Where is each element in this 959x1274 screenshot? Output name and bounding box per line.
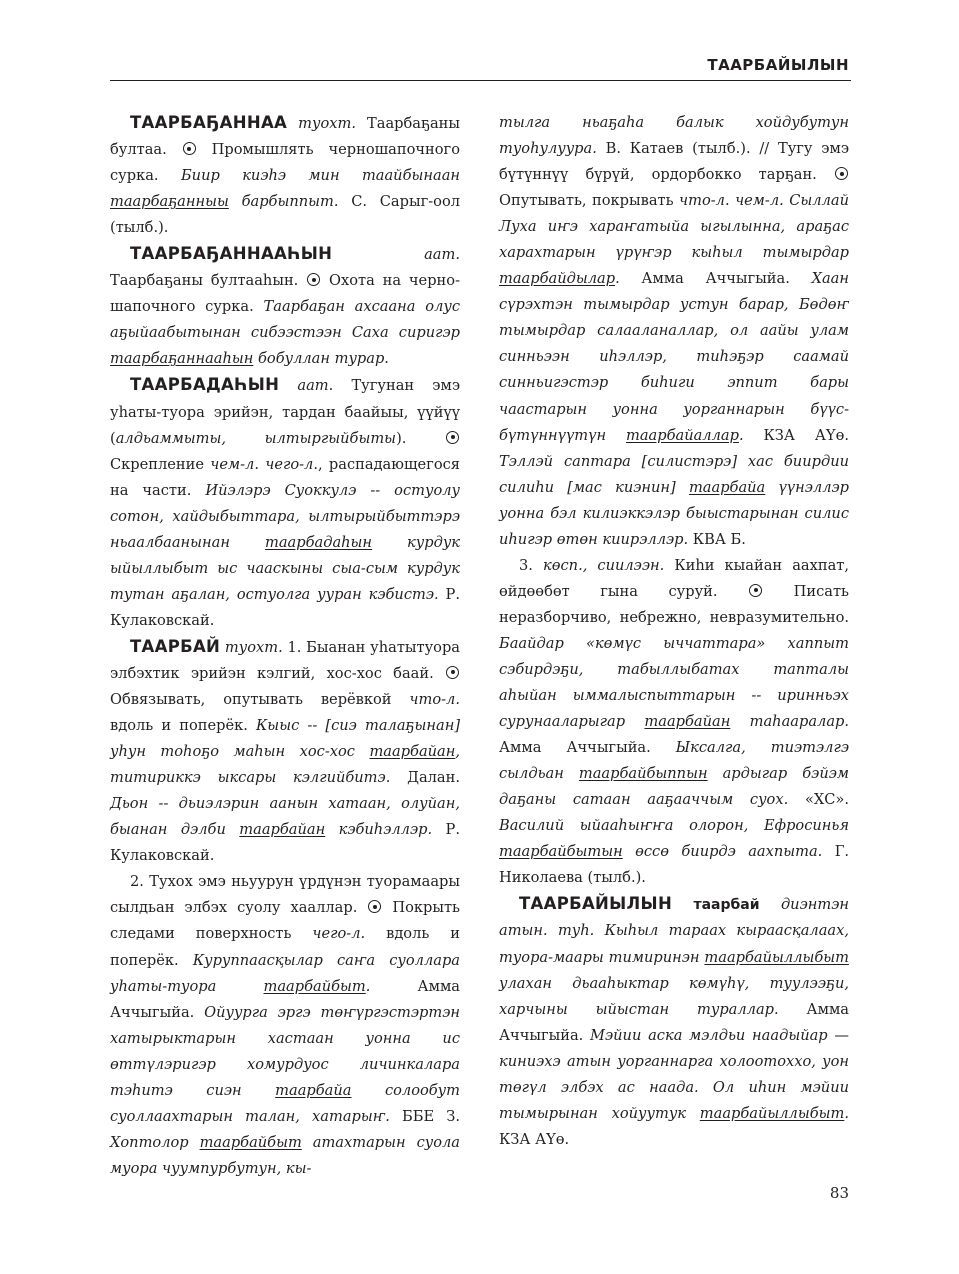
underlined-headword-usage: таарбайбытын: [499, 843, 623, 861]
circle-dot-icon: [835, 167, 848, 180]
source-citation: КВА Б.: [688, 530, 746, 548]
grammar-label: туохт.: [224, 638, 283, 656]
underlined-headword-usage: таарбайбыт: [263, 977, 366, 995]
source-citation: Амма Аччыгыйа.: [499, 739, 676, 757]
underlined-headword-usage: таарбайа: [688, 478, 766, 496]
page-number: 83: [829, 1184, 849, 1202]
example-text: тылга ньаҕаһа балык хойдубутун туоһулуура.: [499, 114, 849, 158]
source-citation: Амма Аччыгыйа.: [499, 1000, 849, 1044]
example-text: Кыһыл тараах кыраасқалаах, туора-маары тимиринэн: [499, 922, 849, 966]
source-citation: «ХС».: [788, 791, 849, 809]
circle-dot-icon: [183, 142, 196, 155]
right-column: [499, 110, 849, 1153]
headword: ТААРБАҔАННАА: [130, 113, 288, 132]
grammar-label: аат.: [424, 246, 460, 264]
example-text: Куруппаасқылар саҥа суоллара уһаты-туора: [110, 951, 460, 995]
circle-dot-icon: [749, 584, 762, 597]
underlined-headword-usage: таарбайа: [275, 1081, 352, 1099]
entry-taarbagannaahyn: ТААРБАҔАННААҺЫН аат. Таарбаҕаны бултааһын. Охота на черношапочного сурка. Таарбаҕан ахсаана олус аҕыйаабытынан сибээстээн Саха сиригэр таарбаҕаннааһын бобуллан турар.: [110, 244, 461, 368]
entry-taarbadahyn: ТААРБАДАҺЫН аат. Тугунан эмэ уһаты-туора эрийэн, тардан баайыы, үүйүү (алдьаммыты, ылтыргыйбыты). Скрепление чем-л. чего-л., распадающегося на части. Ийэлэрэ Суоккулэ -- остуолу сотон, хайдыбыттара, ылтырыйбыттэрэ ньаалбаанынан таарбадаһын курдук ыйыллыбыт ыс чааскыны сыа-сым курдук тутан аҕалан, остуолга ууран кэбистэ. Р. Кулаковскай.: [110, 375, 461, 629]
running-head: ТААРБАЙЫЛЫН: [707, 56, 849, 74]
entry-taarbai-sense-3: 3. көсп., сиилээн. Киһи кыайан аахпат, өйдөөбөт гына суруй. Писать неразборчиво, небрежно, невразумительно. Баайдар «көмүс ыччаттара» хаппыт сэбирдэҕи, табыллыбатах таптaлы аһыйан ыммалыспыттарын -- иринньэх сурунааларыгар таарбайан таһааралар. Амма Аччыгыйа. Ыксалга, тиэтэлгэ сылдьан таарбайбыппын ардыгар бэйэм даҕаны сатаан ааҕааччым суох. «ХС». Василий ыйааһыҥҥа олорон, Ефросинья таарбайбытын өссө биирдэ аахпыта. Г. Николаева (тылб.).: [499, 556, 849, 887]
grammar-label: көсп., сиилээн.: [543, 556, 665, 574]
underlined-headword-usage: таарбадаһын: [265, 533, 373, 551]
underlined-headword-usage: таарбайбыппын: [578, 765, 708, 783]
entry-taarbagannaa: ТААРБАҔАННАА туохт. Таарбаҕаны бултаа. Промышлять черношапочного сурка. Биир киэһэ мин таайбынаан таарбаҕанныы барбыппыт. С. Сарыг-оол (тылб.).: [110, 113, 461, 237]
headword: ТААРБАДАҺЫН: [130, 375, 280, 395]
underlined-headword-usage: таарбаҕаннааһын: [110, 350, 254, 368]
source-citation: Амма Аччыгыйа.: [619, 270, 812, 288]
underlined-headword-usage: таарбайыллыбыт: [699, 1104, 845, 1122]
underlined-headword-usage: таарбайдылар: [499, 270, 616, 288]
entry-taarbai-continued: тылга ньаҕаһа балык хойдубутун туоһулуура. В. Катаев (тылб.). // Тугу эмэ бүтүннүү бүрүй, ордорбокко тарҕан. Опутывать, покрывать что-л. чем-л. Сыллай Луха иҥэ хараҥатыйа ыгылынна, араҕас харахтарын үрүҥэр кыһыл тымырдар таарбайдылар. Амма Аччыгыйа. Хаан сүрэхтэн тымырдар устун барар, Бөдөҥ тымырдар салааланаллар, ол аайы улам синньээн иһэллэр, тиһэҕэр саамай синньигэстэр биһиги эппит бары чаастарын уонна уорганнарын бүүсбүтүннүүтүн таарбайаллар. КЗА АҮө. Тэллэй саптара [силистэрэ] хас биирдии силиһи [мас киэнин] таарбайа үүнэллэр уонна бэл килиэккэлэр быыстарынан силис иһигэр өтөн киирэллэр. КВА Б.: [499, 114, 849, 548]
source-citation: Г. Николаева (тылб.).: [499, 843, 849, 887]
grammar-label: аат.: [297, 377, 334, 395]
header-rule: [110, 80, 851, 81]
entry-taarbaiylyn: ТААРБАЙЫЛЫН таарбай диэнтэн атын. туһ. Кыһыл тараах кыраасқалаах, туора-маары тимиринэн таарбайыллыбыт улахан дьааһыктар көмүһү, туулээҕи, харчыны ыйыстан тураллар. Амма Аччыгыйа. Мэйии аска мэлдьи наадыйар — киниэхэ атын уорганнарга холоотоххо, уон төгүл элбэх ас наада. Ол иһин мэйии тымырынан хойуутук таарбайыллыбыт. КЗА АҮө.: [499, 894, 849, 1148]
base-word: таарбай: [693, 897, 760, 914]
underlined-headword-usage: таарбайан: [369, 743, 456, 761]
example-text: Таарбаҕан ахсаана олус аҕыйаабытынан сибээстээн Саха сиригэр: [110, 298, 461, 342]
source-citation: Р. Кулаковскай.: [110, 821, 460, 865]
source-citation: Р. Кулаковскай.: [110, 585, 460, 629]
example-text: Ийэлэрэ Суоккулэ -- остуолу сотон, хайдыбыттара, ылтырыйбыттэрэ ньаалбаанынан: [110, 481, 460, 551]
source-citation: С. Сарыг-оол (тылб.).: [110, 193, 461, 237]
source-citation: ББЕ З.: [389, 1107, 460, 1125]
left-column: [110, 110, 460, 1182]
headword: ТААРБАҔАННААҺЫН: [130, 244, 333, 264]
source-citation: КЗА АҮө.: [499, 1130, 570, 1148]
example-text: Баайдар «көмүс ыччаттара» хаппыт сэбирдэҕи, табыллыбатах таптaлы аһыйан ыммалыспыттарын -- иринньэх сурунааларыгар: [499, 634, 849, 731]
russian-translation: Охота на черношапочного сурка.: [110, 272, 460, 316]
entry-taarbai-sense-2: 2. Тухох эмэ ньуурун үрдүнэн туорамаары сылдьан элбэх суолу хааллар. Покрыть следами поверхность чего-л. вдоль и поперёк. Куруппаасқылар саҥа суоллара уһаты-туора таарбайбыт. Амма Аччыгыйа. Ойуурга эргэ төҥүргэстэртэн хатырыктарын хастаан уонна ис өттүлэригэр хомурдуос личинкалара тэһитэ сиэн таарбайа солообут суоллаахтарын талан, хатарыҥ. ББЕ З. Хоптолор таарбайбыт атахтарын суола муора чуумпурбутун, кы-: [110, 873, 460, 1177]
underlined-headword-usage: таарбайбыт: [199, 1133, 302, 1151]
underlined-headword-usage: таарбаҕанныы: [110, 193, 229, 211]
grammar-label: диэнтэн атын. туһ.: [499, 896, 849, 940]
circle-dot-icon: [368, 900, 381, 913]
underlined-headword-usage: таарбайан: [239, 821, 326, 839]
headword: ТААРБАЙ: [130, 636, 221, 656]
russian-translation: Промышлять черношапочного сурка.: [110, 141, 460, 185]
underlined-headword-usage: таарбайан: [644, 713, 731, 731]
underlined-headword-usage: таарбайыллыбыт: [704, 948, 849, 966]
circle-dot-icon: [446, 666, 459, 679]
entry-taarbai: ТААРБАЙ туохт. 1. Быанан уһатытуора элбэхтик эрийэн кэлгий, хос-хос баай. Обвязывать, опутывать верёвкой что-л. вдоль и поперёк. Кыыс -- [сиэ талаҕынан] уһун тоһоҕо маһын хос-хос таарбайан, титириккэ ыксары кэлгийбитэ. Далан. Дьон -- дьиэлэрин аанын хатаан, олуйан, быанан дэлби таарбайан кэбиһэллэр. Р. Кулаковскай.: [110, 636, 461, 865]
headword: ТААРБАЙЫЛЫН: [519, 894, 673, 914]
example-text: Кыыс -- [сиэ талаҕынан] уһун тоһоҕо маһын хос-хос: [110, 717, 461, 761]
source-citation: В. Катаев (тылб.). // Тугу эмэ бүтүннүү бүрүй, ордорбокко тарҕан.: [499, 140, 849, 184]
grammar-label: туохт.: [298, 115, 356, 132]
underlined-headword-usage: таарбайаллар: [626, 426, 739, 444]
source-citation: Амма Аччыгыйа.: [110, 977, 460, 1021]
example-text: Биир киэһэ мин таайбынаан: [180, 167, 461, 185]
source-citation: Далан.: [390, 769, 460, 787]
circle-dot-icon: [446, 431, 459, 444]
circle-dot-icon: [307, 273, 320, 286]
source-citation: КЗА АҮө.: [743, 426, 849, 444]
